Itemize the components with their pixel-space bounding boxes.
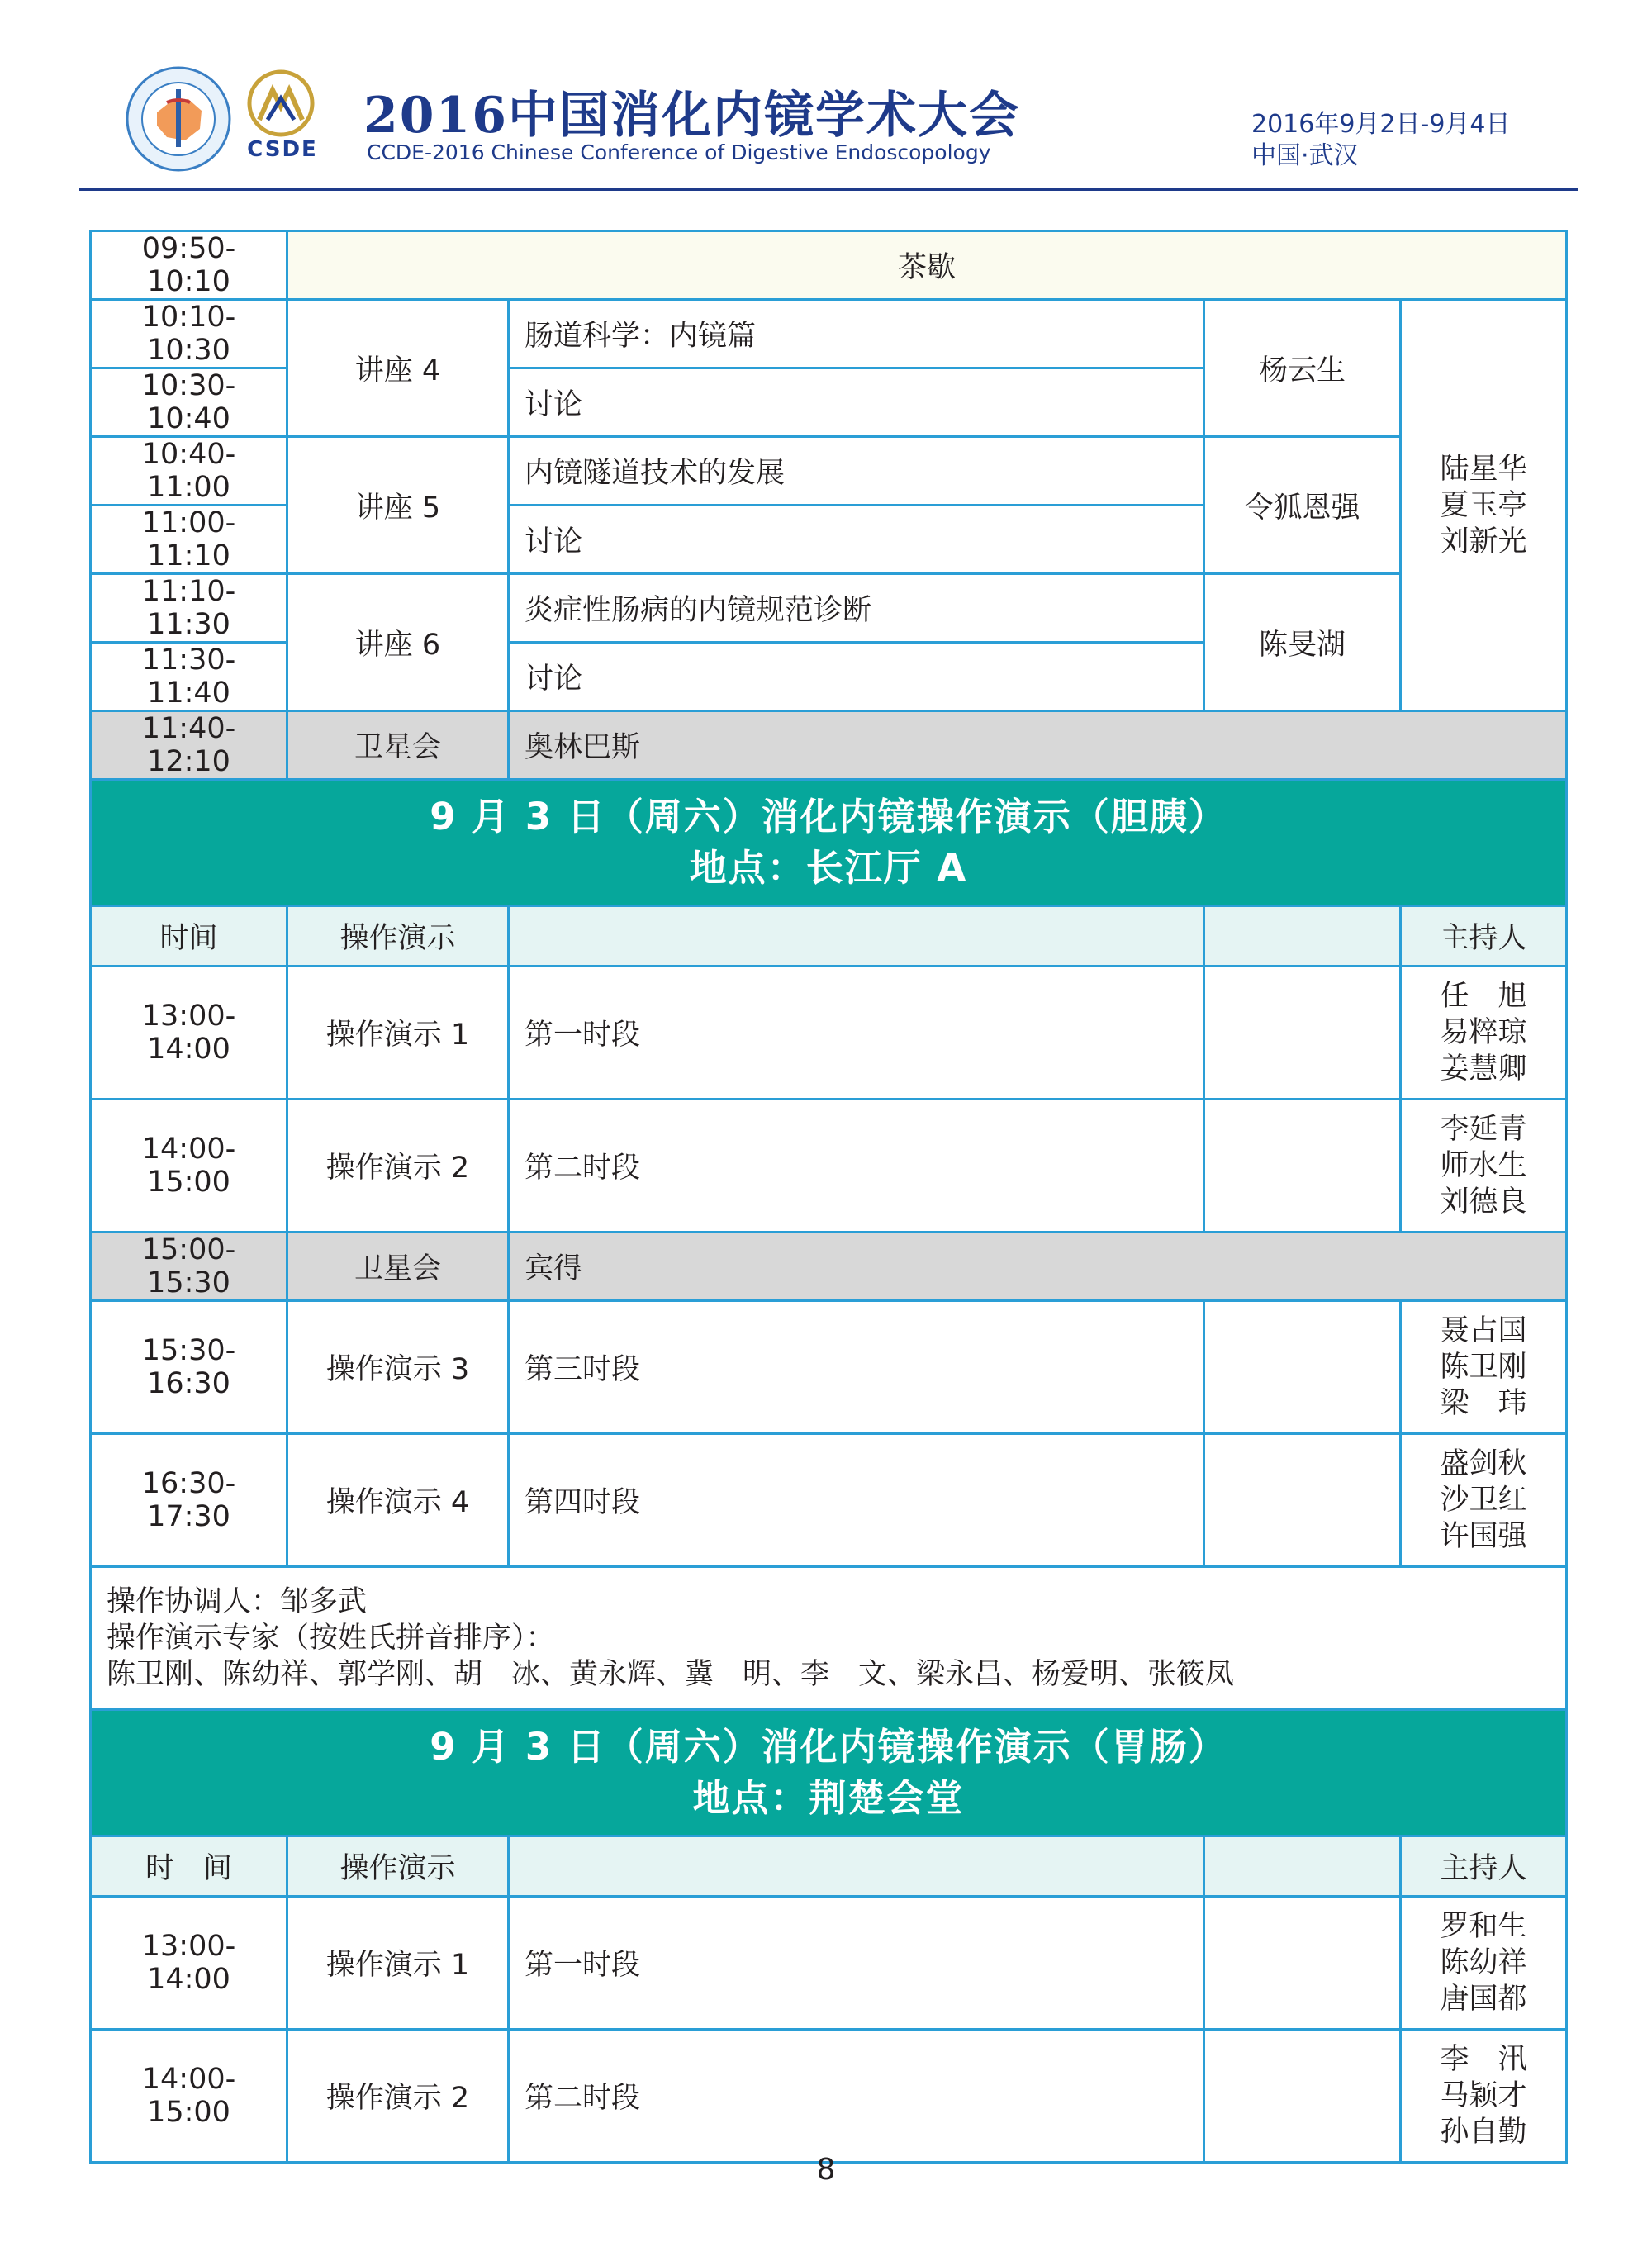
topic-cell: 讨论 [509,643,1204,711]
slot-cell: 第四时段 [509,1434,1204,1567]
slot-cell: 第三时段 [509,1301,1204,1434]
satellite-row [91,1233,1567,1301]
host-name: 孙自勤 [1440,2116,1527,2149]
conference-date: 2016年9月2日-9月4日 [1251,110,1511,139]
time-cell: 11:40-12:10 [91,711,287,780]
demo-name: 操作演示 1 [287,967,509,1100]
coordinator-note: 操作协调人：邹多武 [107,1585,368,1618]
demo-name: 操作演示 3 [287,1301,509,1434]
time-cell: 13:00-14:00 [91,967,287,1100]
moderator-name: 刘新光 [1440,525,1527,558]
col-header-host: 主持人 [1401,1836,1567,1897]
slot-cell: 第一时段 [509,1897,1204,2030]
host-name: 马颖才 [1440,2079,1527,2112]
table-row [91,574,1567,643]
demo-name: 操作演示 1 [287,1897,509,2030]
time-cell: 14:00-15:00 [91,1100,287,1233]
time-cell: 10:10-10:30 [91,300,287,368]
blank-cell [1204,1434,1401,1567]
conference-title: 2016中国消化内镜学术大会 [363,87,1020,145]
notes-cell [91,1567,1567,1710]
section-title: 9 月 3 日（周六）消化内镜操作演示（胃肠） [430,1725,1227,1769]
host-name: 盛剑秋 [1440,1447,1527,1480]
time-cell: 11:00-11:10 [91,506,287,574]
col-header-time: 时 间 [91,1836,287,1897]
time-cell: 15:30-16:30 [91,1301,287,1434]
host-name: 李延青 [1440,1113,1527,1146]
host-name: 陈幼祥 [1440,1946,1527,1979]
cma-logo-icon [124,64,233,173]
host-name: 刘德良 [1440,1185,1527,1218]
host-name: 姜慧卿 [1440,1052,1527,1085]
moderators-cell [1401,300,1567,711]
blank-cell [1204,2030,1401,2163]
conference-subtitle: CCDE-2016 Chinese Conference of Digestive Endoscopology [367,140,991,164]
sponsor-cell: 奥林巴斯 [509,711,1567,780]
host-name: 罗和生 [1440,1910,1527,1943]
speaker-cell: 杨云生 [1204,300,1401,437]
sponsor-cell: 宾得 [509,1233,1567,1301]
speaker-cell: 陈旻湖 [1204,574,1401,711]
host-name: 陈卫刚 [1440,1351,1527,1384]
hosts-cell [1401,2030,1567,2163]
host-name: 易粹琼 [1440,1016,1527,1049]
time-cell: 10:40-11:00 [91,437,287,506]
table-row [91,2030,1567,2163]
section-title: 9 月 3 日（周六）消化内镜操作演示（胆胰） [430,795,1227,838]
col-header-host: 主持人 [1401,906,1567,967]
satellite-row [91,711,1567,780]
header-divider [79,188,1578,191]
time-cell: 09:50-10:10 [91,231,287,300]
col-header-time: 时间 [91,906,287,967]
demo-name: 操作演示 2 [287,2030,509,2163]
moderator-name: 夏玉亭 [1440,488,1527,522]
experts-list: 陈卫刚、陈幼祥、郭学刚、胡 冰、黄永辉、冀 明、李 文、梁永昌、杨爱明、张筱凤 [107,1658,1235,1691]
slot-cell: 第二时段 [509,2030,1204,2163]
section-location: 地点：长江厅 A [689,846,968,890]
time-cell: 11:10-11:30 [91,574,287,643]
table-row [91,967,1567,1100]
hosts-cell [1401,1434,1567,1567]
table-row [91,1434,1567,1567]
csde-logo-text: CSDE [247,137,318,162]
demo-name: 操作演示 2 [287,1100,509,1233]
topic-cell: 讨论 [509,506,1204,574]
schedule-table [89,230,1568,2164]
topic-cell: 内镜隧道技术的发展 [509,437,1204,506]
column-header-row [91,906,1567,967]
time-cell: 10:30-10:40 [91,368,287,437]
moderator-name: 陆星华 [1440,452,1527,486]
page-number: 8 [816,2153,836,2187]
time-cell: 11:30-11:40 [91,643,287,711]
host-name: 李 汛 [1440,2043,1527,2076]
host-name: 唐国都 [1440,1983,1527,2016]
host-name: 梁 玮 [1440,1387,1527,1420]
blank-cell [1204,967,1401,1100]
demo-name: 操作演示 4 [287,1434,509,1567]
table-row [91,437,1567,506]
table-row [91,1897,1567,2030]
blank-cell [1204,1100,1401,1233]
experts-heading: 操作演示专家（按姓氏拼音排序）： [107,1622,555,1655]
tea-break-cell: 茶歇 [287,231,1567,300]
col-header-blank [1204,1836,1401,1897]
conference-place: 中国·武汉 [1251,141,1359,170]
lecture-name: 讲座 5 [287,437,509,574]
hosts-cell [1401,1301,1567,1434]
host-name: 任 旭 [1440,980,1527,1013]
host-name: 师水生 [1440,1149,1527,1182]
host-name: 沙卫红 [1440,1484,1527,1517]
time-cell: 15:00-15:30 [91,1233,287,1301]
hosts-cell [1401,967,1567,1100]
blank-cell [1204,1897,1401,2030]
slot-cell: 第一时段 [509,967,1204,1100]
topic-cell: 炎症性肠病的内镜规范诊断 [509,574,1204,643]
slot-cell: 第二时段 [509,1100,1204,1233]
lecture-name: 讲座 4 [287,300,509,437]
table-row [91,1100,1567,1233]
speaker-cell: 令狐恩强 [1204,437,1401,574]
section-location: 地点：荆楚会堂 [692,1776,965,1820]
table-row [91,231,1567,300]
column-header-row [91,1836,1567,1897]
time-cell: 16:30-17:30 [91,1434,287,1567]
table-row [91,1301,1567,1434]
notes-row [91,1567,1567,1710]
col-header-blank [509,1836,1204,1897]
blank-cell [1204,1301,1401,1434]
col-header-blank [1204,906,1401,967]
col-header-demo: 操作演示 [287,1836,509,1897]
satellite-label: 卫星会 [287,1233,509,1301]
col-header-blank [509,906,1204,967]
col-header-demo: 操作演示 [287,906,509,967]
topic-cell: 讨论 [509,368,1204,437]
host-name: 许国强 [1440,1520,1527,1553]
time-cell: 14:00-15:00 [91,2030,287,2163]
section-header [91,1710,1567,1836]
hosts-cell [1401,1100,1567,1233]
table-row [91,300,1567,368]
host-name: 聂占国 [1440,1314,1527,1347]
section-header [91,780,1567,906]
hosts-cell [1401,1897,1567,2030]
time-cell: 13:00-14:00 [91,1897,287,2030]
satellite-label: 卫星会 [287,711,509,780]
page-header [0,0,1652,192]
topic-cell: 肠道科学：内镜篇 [509,300,1204,368]
lecture-name: 讲座 6 [287,574,509,711]
